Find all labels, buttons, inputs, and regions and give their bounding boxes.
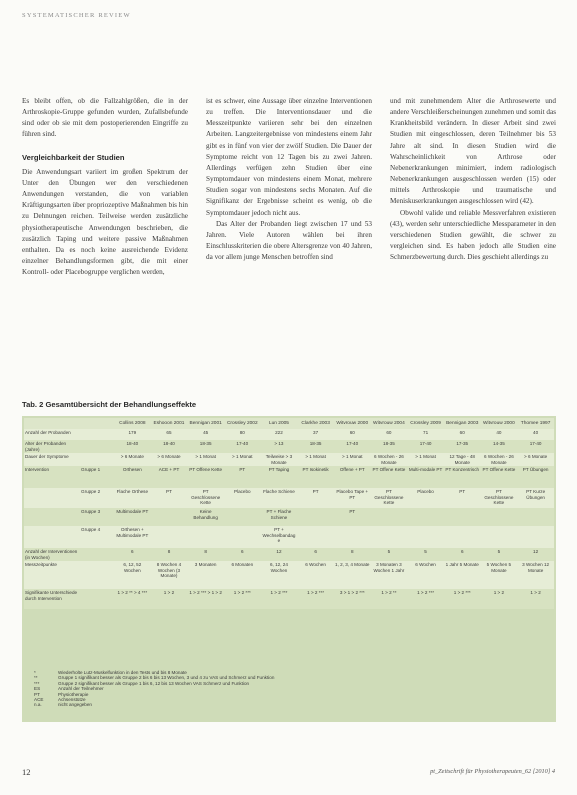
column-header: Crossley 2009 [407, 418, 444, 429]
table-cell: 6 [444, 548, 481, 561]
table-cell: 40 [517, 429, 554, 440]
note-key: ** [34, 675, 38, 681]
column-header: Witvrouw 2000 [334, 418, 371, 429]
table-cell: 5 [481, 548, 518, 561]
table-cell: 3 > 1 > 2 *** [334, 589, 371, 609]
column-header: Thomee 1997 [517, 418, 554, 429]
table-cell: 1 > 2 *** [261, 589, 298, 609]
note-key: * [34, 670, 36, 675]
header-corner-cell [24, 418, 80, 429]
table-cell: 1 > 2 *** [407, 589, 444, 609]
table-cell: 1 > 2 ** [371, 589, 408, 609]
table-cell: 17-40 [334, 440, 371, 453]
table-cell: 1 > 2 *** [224, 589, 261, 609]
table-cell: > 1 Monat [334, 453, 371, 466]
paragraph: ist es schwer, eine Aussage über einzelne Interventionen zu treffen. Die Interventionsdauer und die Messzeitpunkte variieren sehr bei den einzelnen Arbeiten. Langzeitergebnisse von mindestens einem Jahr gibt es in fünf von vier der zwölf Studien. Die Dauer der Symptome reicht von 12 Tagen bis zu zwei Jahren. Allerdings verfügen zehn Studien über eine Symptomdauer von mindestens einem Monat, mehrere Studien sogar von mindestens sechs Monaten. Auf die Signifikanz der Ergebnisse scheint es wenig, ob die Symptomdauer jedoch nicht aus. [206, 97, 372, 217]
paragraph: Das Alter der Probanden liegt zwischen 17 und 53 Jahren. Viele Autoren wählen bei ihren Einschlusskriterien die obere Altersgrenze von 40 Jahren, da vor allem junge Menschen betroffen sind [206, 219, 372, 262]
table-cell: > 13 [261, 440, 298, 453]
table-cell: 65 [151, 429, 188, 440]
note-text: Achsenstütze [58, 697, 86, 703]
table-cell: PT Offene Kette [371, 466, 408, 488]
table-cell: 8 Wochen 4 Wochen (3 Monate) [151, 561, 188, 589]
table-cell: PT Geschlossene Kette [371, 488, 408, 508]
table-cell: 8 [187, 548, 224, 561]
row-sublabel [80, 440, 114, 453]
table-cell: 1 Jahr 5 Monate [444, 561, 481, 589]
row-sublabel: Gruppe 4 [80, 526, 114, 548]
column-header: Collins 2008 [114, 418, 151, 429]
table-cell: Offene + PT [334, 466, 371, 488]
table-cell: 14-35 [481, 440, 518, 453]
table-cell: PT Konzentrisch [444, 466, 481, 488]
table-cell [517, 508, 554, 526]
paragraph: Obwohl valide und reliable Messverfahren existieren (43), werden sehr unterschiedliche Messparameter in den verschiedenen Studien gewählt, die schwer zu vergleichen sind. Es haben jedoch alle Studien eine Schmerzbewertung durch. Dies geschieht allerdings zu [390, 208, 556, 262]
table-cell: 37 [297, 429, 334, 440]
table-cell: 6, 12, 52 Wochen [114, 561, 151, 589]
paragraph: und mit zunehmendem Alter die Arthrosewerte und andere Verschleißerscheinungen zunehmen und somit das Krankheitsbild verändern. In dieser Arbeit sind zwei Studien mit eingeschlossen, deren Teilnehmer bis 53 Jahre alt sind. In diesen Studien wird die Wahrscheinlichkeit von Arthrose oder Nebenerkrankungen minimiert, indem radiologisch Nebenerkrankungen ausgeschlossen werden (15) oder mittels Arthroskopie und traumatische und Meniskuserkrankungen ausgeschlossen wird (42). [390, 97, 556, 206]
table-cell: 1 > 2 [151, 589, 188, 609]
table-cell: PT [334, 508, 371, 526]
table-cell: PT Geschlossene Kette [187, 488, 224, 508]
table-cell [444, 526, 481, 548]
table-cell: 60 [334, 429, 371, 440]
table-cell: 71 [407, 429, 444, 440]
table-cell: 1 > 2 *** [297, 589, 334, 609]
column-header: Witvrouw 2004 [371, 418, 408, 429]
table-cell: > 6 Monate [517, 453, 554, 466]
note-text: Gruppe 2 signifikant besser als Gruppe 1 bis 6, 12 bis 13 Wochen VAS Schmerz und Funktion [58, 680, 250, 686]
table-cell: 17-40 [224, 440, 261, 453]
column-header: Bennigan 2001 [187, 418, 224, 429]
paragraph: Die Anwendungsart variiert im großen Spektrum der Unter den Übungen wer den verschiedenen Anwendungen verstanden, die von variablen Kräftigungsarten über propriozeptive Maßnahmen bis hin zu Dehnungen reichen. Teilweise werden zusätzliche physiotherapeutische Anwendungen beschrieben, die zusätzlich Taping und weitere passive Maßnahmen enthalten. Da es noch keine ausreichende Evidenz einzelner Behandlungsformen gibt, die mit einer Kontroll- oder Placebogruppe verglichen werden, [22, 167, 188, 277]
table-cell: 1 > 2 [481, 589, 518, 609]
table-cell [297, 508, 334, 526]
table-cell: 8 [334, 548, 371, 561]
note-key: ES [34, 686, 41, 692]
table-cell: PT Isokinetik [297, 466, 334, 488]
note-key: *** [34, 680, 40, 686]
table-row [24, 561, 554, 589]
column-header: Clarkhe 2003 [297, 418, 334, 429]
page-number: 12 [22, 767, 31, 777]
table-cell: PT [297, 488, 334, 508]
table-cell: 45 [187, 429, 224, 440]
table-cell: 179 [114, 429, 151, 440]
table-cell: > 1 Monat [224, 453, 261, 466]
table-cell: 1, 2, 3, 4 Monate [334, 561, 371, 589]
table-row [24, 526, 554, 548]
row-label: Anzahl der Interventionen (in Wochen) [24, 548, 80, 561]
table-cell: 6 Wochen [297, 561, 334, 589]
table-cell: PT Geschlossene Kette [481, 488, 518, 508]
table-notes [34, 670, 534, 708]
table-cell [224, 526, 261, 548]
row-label: Messzeitpunkte [24, 561, 80, 589]
table-cell: 5 Wochen 5 Monate [481, 561, 518, 589]
table-cell: Placebo Tape + PT [334, 488, 371, 508]
note-key: PT [34, 691, 40, 697]
note-key: n.a. [34, 702, 42, 708]
row-sublabel [80, 589, 114, 609]
column-header: Witvrouw 2000 [481, 418, 518, 429]
table-row [24, 429, 554, 440]
table-cell: Placebo [407, 488, 444, 508]
table-cell [407, 508, 444, 526]
table-row [24, 488, 554, 508]
table-cell: 60 [371, 429, 408, 440]
table-cell: 3 Monaten [187, 561, 224, 589]
table-cell: PT Kurze Übungen [517, 488, 554, 508]
table-cell: PT [151, 488, 188, 508]
table-cell: > 6 Monate [114, 453, 151, 466]
journal-footer: pt_Zeitschrift für Physiotherapeuten_62 [2010] 4 [430, 768, 555, 775]
table-note [34, 702, 534, 707]
note-text: Physiotherapie [58, 691, 89, 697]
running-title: SYSTEMATISCHER REVIEW [22, 12, 131, 19]
table-cell [517, 526, 554, 548]
table-cell: Teilweise > 3 Monate [261, 453, 298, 466]
note-text: Wiederholte Lutz-Muskelfunktion in den Tests und bis 8 Monate [58, 670, 187, 675]
row-sublabel [80, 548, 114, 561]
table-cell: 5 [407, 548, 444, 561]
row-sublabel: Gruppe 3 [80, 508, 114, 526]
table-title: Tab. 2 Gesamtübersicht der Behandlungseffekte [22, 400, 197, 409]
section-heading: Vergleichbarkeit der Studien [22, 152, 125, 162]
table-cell: > 1 Monat [187, 453, 224, 466]
table-cell: Placebo [224, 488, 261, 508]
table-cell [151, 526, 188, 548]
table-cell: 3 Wochen 12 Monate [517, 561, 554, 589]
table-row [24, 440, 554, 453]
row-label: Dauer der Symptome [24, 453, 80, 466]
table-cell: Orthesen + Multimodale PT [114, 526, 151, 548]
table-cell: 18-35 [187, 440, 224, 453]
table-cell: 1 > 2 *** > 1 > 2 [187, 589, 224, 609]
table-cell: 1 > 2 *** [444, 589, 481, 609]
table-cell: > 1 Monat [407, 453, 444, 466]
table-cell [407, 526, 444, 548]
table-cell: PT Taping [261, 466, 298, 488]
row-label [24, 508, 80, 526]
table-cell: PT Offene Kette [187, 466, 224, 488]
table-cell: 1 > 2 [517, 589, 554, 609]
table-cell: 6 Monaten [224, 561, 261, 589]
table-cell: 18-40 [151, 440, 188, 453]
table-cell: 18-35 [371, 440, 408, 453]
table-cell: 12 Tage - 48 Monate [444, 453, 481, 466]
data-table [24, 418, 554, 609]
table-row [24, 589, 554, 609]
table-cell: PT [224, 466, 261, 488]
table-cell: 6 Wochen [407, 561, 444, 589]
row-sublabel: Gruppe 1 [80, 466, 114, 488]
table-cell: 12 [261, 548, 298, 561]
text-column-middle [206, 96, 372, 263]
note-text: nicht angegeben [58, 702, 92, 708]
row-sublabel [80, 561, 114, 589]
table-cell [481, 526, 518, 548]
table-cell [481, 508, 518, 526]
table-cell: > 6 Monate [151, 453, 188, 466]
table-cell: 6 [224, 548, 261, 561]
row-label: Anzahl der Probanden [24, 429, 80, 440]
table-cell: 60 [444, 429, 481, 440]
table-cell: 18-35 [297, 440, 334, 453]
row-sublabel [80, 453, 114, 466]
article-body [22, 96, 557, 396]
table-cell: 40 [481, 429, 518, 440]
table-row [24, 453, 554, 466]
row-label [24, 526, 80, 548]
table-cell [297, 526, 334, 548]
table-header-row [24, 418, 554, 429]
table-cell [444, 508, 481, 526]
table-cell: Keine Behandlung [187, 508, 224, 526]
table-cell: Multi-modale PT [407, 466, 444, 488]
table-cell: 17-40 [407, 440, 444, 453]
table-cell: 6, 12, 24 Wochen [261, 561, 298, 589]
table-cell: 17-35 [444, 440, 481, 453]
row-sublabel [80, 429, 114, 440]
table-row [24, 508, 554, 526]
table-cell: PT Offene Kette [481, 466, 518, 488]
table-cell: Orthesen [114, 466, 151, 488]
paragraph: Es bleibt offen, ob die Fallzahlgrößen, die in der Arthroskopie-Gruppe gefunden wurden, Zufallsbefunde sind oder ob sie mit dem postoperierenden Eingriffe zu führen sind. [22, 97, 188, 139]
note-text: Gruppe 1 signifikant besser als Gruppe 2 bis 6 bis 13 Wochen, 3 und 4 zu VAS und Schmerz und Funktion [58, 675, 275, 681]
table-cell [187, 526, 224, 548]
note-text: Anzahl der Teilnehmer [58, 686, 104, 692]
row-label: Signifikante Unterschiede durch Intervention [24, 589, 80, 609]
table-cell: ACE + PT [151, 466, 188, 488]
table-cell: PT [444, 488, 481, 508]
table-cell: 18-40 [114, 440, 151, 453]
table-cell: PT + Wechselbandage [261, 526, 298, 548]
column-header: Lun 2005 [261, 418, 298, 429]
table-cell: Flache Orthese [114, 488, 151, 508]
table-cell: 6 [297, 548, 334, 561]
text-column-right [390, 96, 556, 263]
table-cell: 6 [114, 548, 151, 561]
table-cell: 17-40 [517, 440, 554, 453]
text-column-left [22, 96, 188, 278]
table-cell: PT Übungen [517, 466, 554, 488]
table-cell: Multimodale PT [114, 508, 151, 526]
table-row [24, 466, 554, 488]
row-label: Intervention [24, 466, 80, 488]
table-cell: 1 > 2 ** > 4 *** [114, 589, 151, 609]
table-cell [371, 526, 408, 548]
table-cell: PT + Flache Schiene [261, 508, 298, 526]
table-cell: 6 Wochen - 26 Monate [371, 453, 408, 466]
table-cell [371, 508, 408, 526]
table-cell: 222 [261, 429, 298, 440]
row-sublabel: Gruppe 2 [80, 488, 114, 508]
table-cell: 12 [517, 548, 554, 561]
table-cell: Flache Schiene [261, 488, 298, 508]
row-label: Alter der Probanden (Jahre) [24, 440, 80, 453]
table-cell: 8 [151, 548, 188, 561]
note-key: ACE [34, 697, 44, 703]
table-cell: 5 [371, 548, 408, 561]
table-cell: > 1 Monat [297, 453, 334, 466]
column-header: Bennigan 2003 [444, 418, 481, 429]
header-corner-cell [80, 418, 114, 429]
table-cell [151, 508, 188, 526]
column-header: Crossley 2002 [224, 418, 261, 429]
table-cell [224, 508, 261, 526]
table-cell: 80 [224, 429, 261, 440]
column-header: Eshooon 2001 [151, 418, 188, 429]
table-cell: 6 Wochen - 26 Monate [481, 453, 518, 466]
row-label [24, 488, 80, 508]
table-cell: 3 Monaten 3 Wochen 1 Jahr [371, 561, 408, 589]
table-row [24, 548, 554, 561]
table-cell [334, 526, 371, 548]
